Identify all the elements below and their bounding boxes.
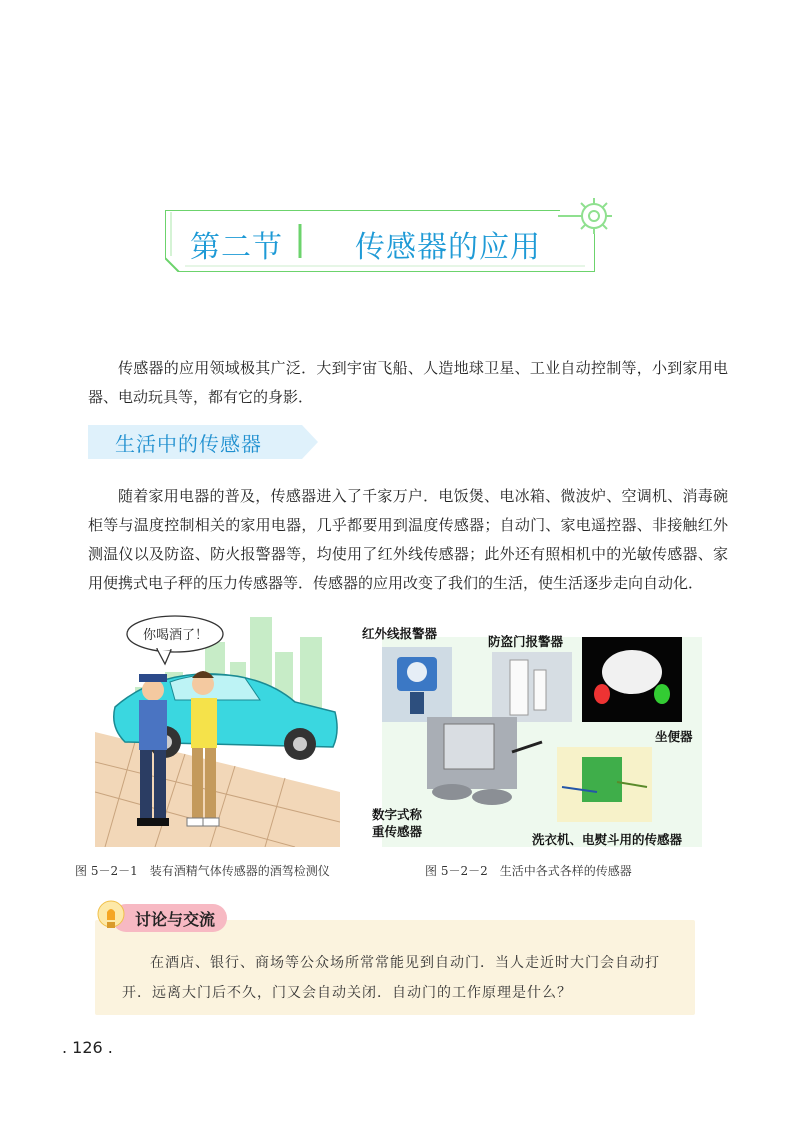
label-toilet: 坐便器 bbox=[655, 729, 693, 744]
gear-icon bbox=[558, 192, 618, 244]
label-washer-sensor: 洗衣机、电熨斗用的传感器 bbox=[532, 832, 683, 847]
page-number: . 126 . bbox=[62, 1038, 113, 1057]
intro-paragraph: 传感器的应用领域极其广泛．大到宇宙飞船、人造地球卫星、工业自动控制等，小到家用电器、电动玩具等，都有它的身影． bbox=[88, 359, 728, 406]
label-scale-line2: 重传感器 bbox=[372, 824, 423, 839]
discussion-label: 讨论与交流 bbox=[135, 910, 216, 929]
label-door-alarm: 防盗门报警器 bbox=[488, 634, 564, 649]
figure-2-caption: 图 5－2－2 生活中各式各样的传感器 bbox=[425, 864, 632, 878]
discussion-text: 在酒店、银行、商场等公众场所常常能见到自动门．当人走近时大门会自动打开．远离大门后不久，门又会自动关闭．自动门的工作原理是什么？ bbox=[122, 955, 660, 1001]
section-title: 传感器的应用 bbox=[355, 230, 541, 265]
subsection-heading: 生活中的传感器 bbox=[115, 432, 262, 456]
speech-bubble-text: 你喝酒了！ bbox=[143, 628, 209, 643]
body-paragraph: 随着家用电器的普及，传感器进入了千家万户．电饭煲、电冰箱、微波炉、空调机、消毒碗柜等与温度控制相关的家用电器，几乎都要用到温度传感器；自动门、家电遥控器、非接触红外测温仪以及防盗、防火报警器等，均使用了红外线传感器；此外还有照相机中的光敏传感器、家用便携式电子秤的压力传感器等．传感器的应用改变了我们的生活，使生活逐步走向自动化． bbox=[88, 487, 728, 592]
section-number: 第二节 bbox=[190, 230, 283, 265]
figure-1-illustration bbox=[95, 612, 340, 847]
figure-1-caption: 图 5－2－1 装有酒精气体传感器的酒驾检测仪 bbox=[75, 864, 330, 878]
label-scale-line1: 数字式称 bbox=[372, 807, 423, 822]
lightbulb-icon bbox=[96, 896, 126, 936]
label-infrared-alarm: 红外线报警器 bbox=[362, 626, 438, 641]
figure-2-collage bbox=[362, 612, 702, 847]
